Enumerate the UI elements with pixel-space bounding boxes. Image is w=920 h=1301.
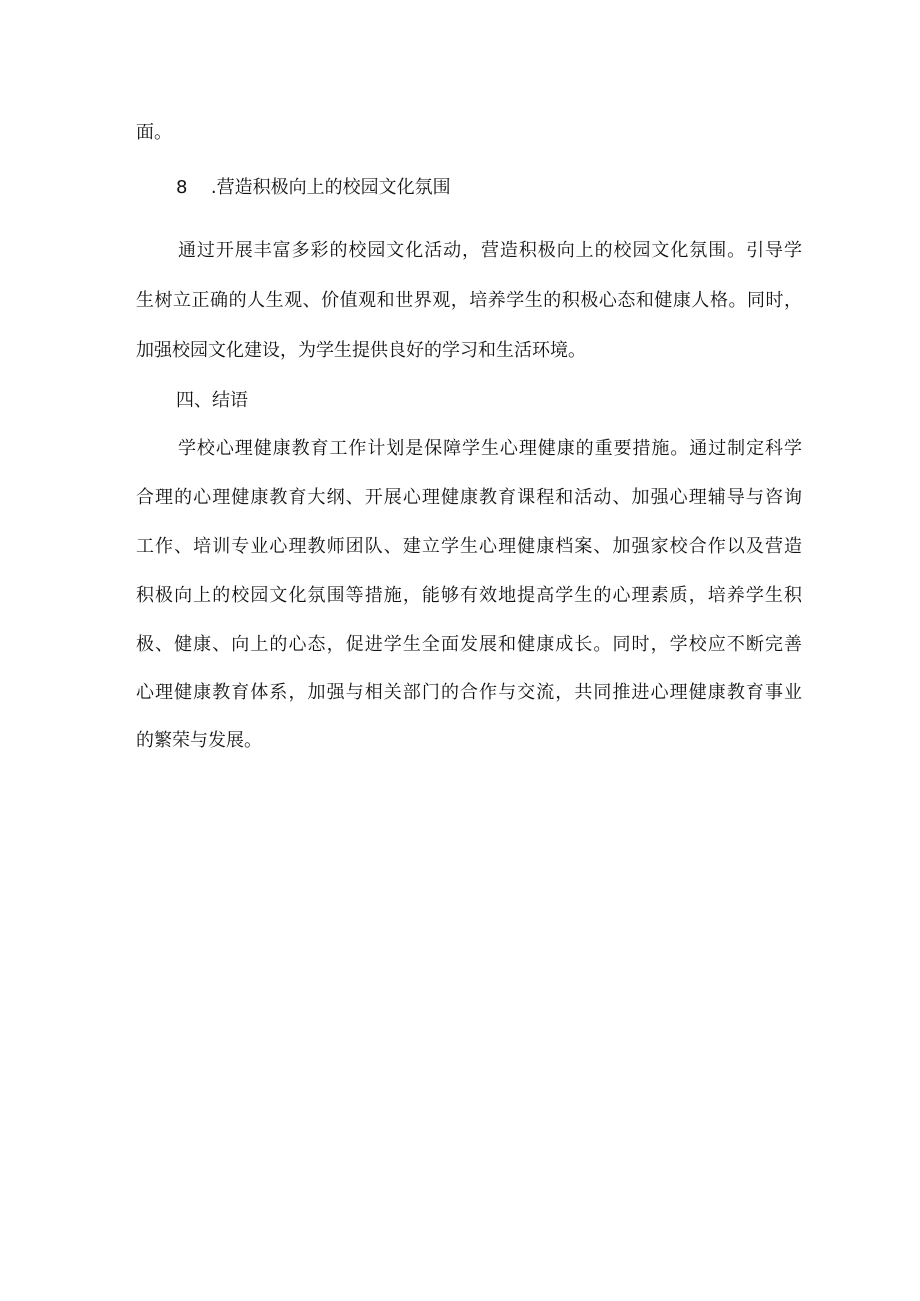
conclusion-paragraph-line: 工作、培训专业心理教师团队、建立学生心理健康档案、加强家校合作以及营造 [136,536,802,557]
section-8-paragraph-line: 通过开展丰富多彩的校园文化活动，营造积极向上的校园文化氛围。引导学 [178,240,802,261]
conclusion-paragraph-line: 合理的心理健康教育大纲、开展心理健康教育课程和活动、加强心理辅导与咨询 [136,487,802,508]
conclusion-paragraph-line: 积极向上的校园文化氛围等措施，能够有效地提高学生的心理素质，培养学生积 [136,585,802,606]
conclusion-paragraph-line: 极、健康、向上的心态，促进学生全面发展和健康成长。同时，学校应不断完善 [136,634,802,655]
conclusion-heading: 四、结语 [176,390,248,411]
conclusion-paragraph-line: 心理健康教育体系，加强与相关部门的合作与交流，共同推进心理健康教育事业 [136,682,802,703]
section-8-paragraph-line: 加强校园文化建设，为学生提供良好的学习和生活环境。 [136,340,586,361]
conclusion-paragraph-line: 学校心理健康教育工作计划是保障学生心理健康的重要措施。通过制定科学 [178,438,802,459]
continuation-text: 面。 [136,122,172,143]
section-number: 8 [176,177,188,198]
section-title: .营造积极向上的校园文化氛围 [210,177,451,198]
conclusion-paragraph-line: 的繁荣与发展。 [136,730,262,751]
section-8-paragraph-line: 生树立正确的人生观、价值观和世界观，培养学生的积极心态和健康人格。同时， [136,290,802,311]
section-8-heading [176,176,451,200]
